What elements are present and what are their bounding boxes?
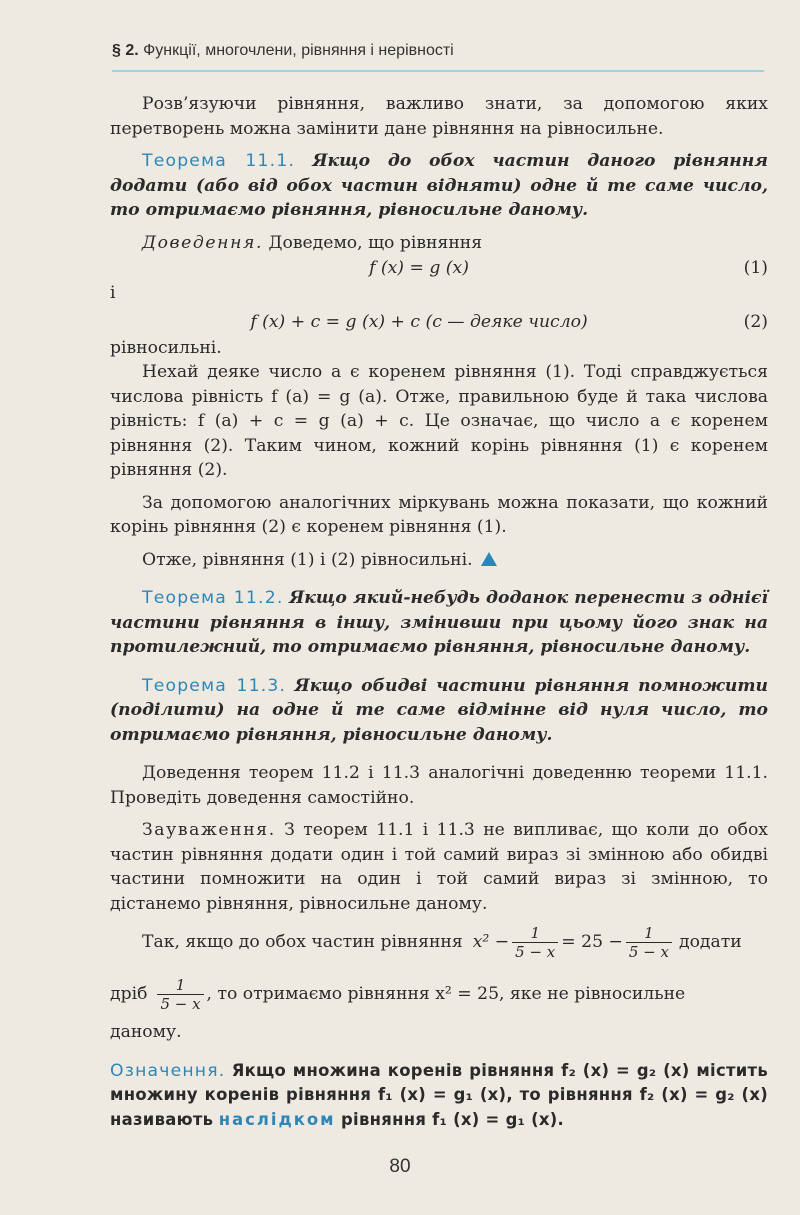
definition-label: Означення. <box>110 1060 226 1081</box>
running-header <box>112 42 764 60</box>
header-rule <box>112 70 764 72</box>
example-mid: = 25 − <box>561 931 623 952</box>
example-line-2 <box>110 968 768 1020</box>
theorem-text: Якщо який-небудь доданок перенести з однієї частини рівняння в іншу, змінивши при цьому його знак на протилежний, то отримаємо рівняння, рівносильне даному. <box>110 588 768 657</box>
proof-label: Доведення. <box>142 232 264 253</box>
theorem-text: Якщо до обох частин даного рівняння додати (або від обох частин відняти) одне й те саме число, то отримаємо рівняння, рівносильне даному. <box>110 151 768 220</box>
section-number: § 2. <box>112 42 139 59</box>
proof-conclusion-text: Отже, рівняння (1) і (2) рівносильні. <box>142 549 473 570</box>
fraction-numerator: 1 <box>175 975 186 994</box>
fraction-numerator: 1 <box>530 923 540 942</box>
fraction <box>512 924 558 961</box>
theorem-label: Теорема 11.1. <box>142 151 296 171</box>
section-title: Функції, многочлени, рівняння і нерівності <box>143 42 454 59</box>
equation-1-number: (1) <box>743 257 768 278</box>
proof-intro <box>110 231 768 256</box>
equation-2-number: (2) <box>743 312 768 333</box>
equation-2-text: f (x) + c = g (x) + c (c — деяке число) <box>250 312 588 333</box>
theorem-11-2 <box>110 586 768 660</box>
example-line-3: даному. <box>110 1022 182 1042</box>
fraction-denominator: 5 − x <box>157 994 203 1013</box>
example-line2-lead: дріб <box>110 983 148 1004</box>
proof-tail: рівносильні. <box>110 337 222 358</box>
proofs-note: Доведення теорем 11.2 і 11.3 аналогічні доведенню теореми 11.1. Проведіть доведення самостійно. <box>110 763 768 808</box>
fraction <box>626 924 672 961</box>
equation-2 <box>110 310 768 336</box>
page-number: 80 <box>389 1156 411 1177</box>
example-after: додати <box>678 931 742 952</box>
theorem-11-3 <box>110 674 768 748</box>
equation-1-text: f (x) = g (x) <box>369 257 469 278</box>
theorem-11-1 <box>110 149 768 223</box>
definition-term: наслідком <box>218 1109 336 1129</box>
proof-paragraph-2: За допомогою аналогічних міркувань можна показати, що кожний корінь рівняння (2) є коренем рівняння (1). <box>110 492 768 537</box>
definition-text-end: рівняння f₁ (x) = g₁ (x). <box>341 1109 565 1129</box>
fraction-numerator: 1 <box>644 923 654 942</box>
proof-lead: Доведемо, що рівняння <box>268 232 483 253</box>
theorem-text: Якщо обидві частини рівняння помножити (поділити) на одне й те саме відмінне від нуля число, то отримаємо рівняння, рівносильне даному. <box>110 675 769 745</box>
proof-paragraph-1: Нехай деяке число a є коренем рівняння (1). Тоді справджується числова рівність f (a) = g (a). Отже, правильною буде й така числова рівність: f (a) + c = g (a) + c. Це означає, що число a є коренем рівняння (2). Таким чином, кожний корінь рівняння (1) є коренем рівняння (2). <box>110 362 768 480</box>
end-of-proof-triangle-icon <box>481 552 497 566</box>
theorem-label: Теорема 11.2. <box>142 588 284 608</box>
fraction-denominator: 5 − x <box>626 942 672 961</box>
page-body <box>110 92 768 1132</box>
theorem-label: Теорема 11.3. <box>142 675 287 696</box>
definition-text: Якщо множина коренів рівняння f₂ (x) = g₂ (x) містить множину коренів рівняння f₁ (x) = g₁ (x), то рівняння f₂ (x) = g₂ (x) називають <box>110 1060 769 1129</box>
example-line-1 <box>110 916 768 968</box>
remark-text: З теорем 11.1 і 11.3 не випливає, що коли до обох частин рівняння додати один і той самий вираз зі змінною або обидві частини помножити на один і той самий вираз зі змінною, то дістанемо рівняння, рівносильне даному. <box>110 820 768 914</box>
example-line2-rest: , то отримаємо рівняння x² = 25, яке не рівносильне <box>206 983 686 1004</box>
remark <box>110 818 768 916</box>
example-lead: Так, якщо до обох частин рівняння <box>142 931 463 952</box>
fraction <box>157 976 203 1013</box>
equation-1 <box>110 255 768 281</box>
proof-conclusion <box>110 548 768 573</box>
example-lhs: x² − <box>472 931 510 952</box>
and-word: і <box>110 283 116 303</box>
fraction-denominator: 5 − x <box>512 942 558 961</box>
intro-paragraph: Розв’язуючи рівняння, важливо знати, за допомогою яких перетворень можна замінити дане рівняння на рівносильне. <box>110 94 768 139</box>
definition <box>110 1059 768 1133</box>
remark-label: Зауваження. <box>142 820 276 840</box>
